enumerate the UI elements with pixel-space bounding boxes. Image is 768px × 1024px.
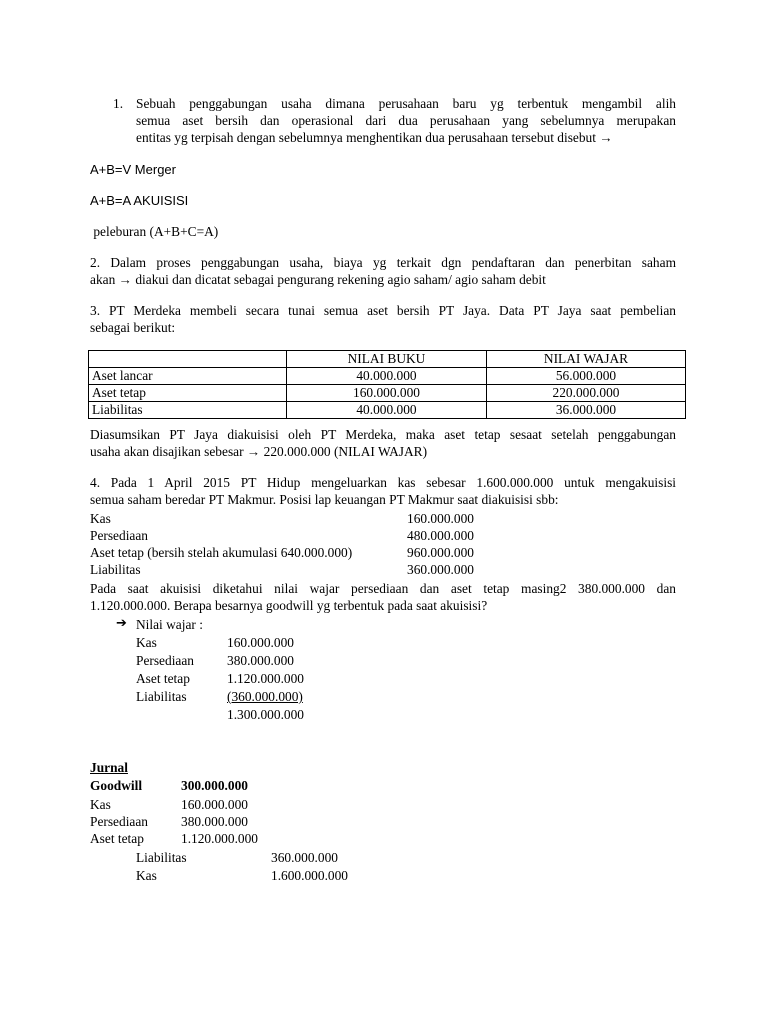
q1-line-3: entitas yg terpisah dengan sebelumnya menghentikan dua perusahaan tersebut disebut → [136, 130, 613, 145]
jurnal-debit-label: Kas [90, 797, 111, 812]
fair-value-amount: 160.000.000 [227, 635, 294, 650]
jurnal-debit-value: 160.000.000 [181, 797, 248, 812]
table-cell: Liabilitas [89, 402, 287, 419]
fair-value-amount: (360.000.000) [227, 689, 303, 704]
position-value: 360.000.000 [407, 562, 474, 577]
q3-after-line-1: Diasumsikan PT Jaya diakuisisi oleh PT Merdeka, maka aset tetap sesaat setelah penggabungan [90, 427, 676, 442]
position-value: 960.000.000 [407, 545, 474, 560]
jurnal-title: Jurnal [90, 760, 128, 775]
q1-number: 1. [113, 96, 124, 111]
jurnal-debit-value: 380.000.000 [181, 814, 248, 829]
q2-line-1: 2. Dalam proses penggabungan usaha, biaya yg terkait dgn pendaftaran dan penerbitan saham [90, 255, 676, 270]
table-header-cell: NILAI WAJAR [487, 351, 686, 368]
q1-merger: A+B=V Merger [90, 162, 176, 177]
table-cell: 36.000.000 [487, 402, 686, 419]
table-cell: Aset lancar [89, 368, 287, 385]
q4-line-1: 4. Pada 1 April 2015 PT Hidup mengeluarkan kas sebesar 1.600.000.000 untuk mengakuisisi [90, 475, 676, 490]
jurnal-credit-label: Kas [136, 868, 157, 883]
jurnal-debit-label: Persediaan [90, 814, 149, 829]
table-row [89, 385, 686, 402]
position-label: Kas [90, 511, 111, 526]
position-label: Aset tetap (bersih stelah akumulasi 640.000.000) [90, 545, 353, 560]
jurnal-debit-value: 1.120.000.000 [181, 831, 258, 846]
fair-value-total: 1.300.000.000 [227, 707, 304, 722]
q4-question-line-1: Pada saat akuisisi diketahui nilai wajar persediaan dan aset tetap masing2 380.000.000 dan [90, 581, 676, 596]
fair-value-amount: 1.120.000.000 [227, 671, 304, 686]
jurnal-credit-value: 360.000.000 [271, 850, 338, 865]
q4-question-line-2: 1.120.000.000. Berapa besarnya goodwill yg terbentuk pada saat akuisisi? [90, 598, 488, 613]
goodwill-label: Goodwill [90, 778, 143, 793]
jurnal-debit-label: Aset tetap [90, 831, 144, 846]
fair-value-amount: 380.000.000 [227, 653, 294, 668]
fair-value-label: Kas [136, 635, 157, 650]
table-header-cell [89, 351, 287, 368]
q2-line-2: akan → diakui dan dicatat sebagai pengurang rekening agio saham/ agio saham debit [90, 272, 546, 287]
arrow-icon: ➔ [116, 616, 127, 631]
q1-line-2: semua aset bersih dan operasional dari dua perusahaan yang sebelumnya merupakan [136, 113, 676, 128]
q4-line-2: semua saham beredar PT Makmur. Posisi lap keuangan PT Makmur saat diakuisisi sbb: [90, 492, 559, 507]
fair-value-title: Nilai wajar : [136, 617, 203, 632]
jurnal-credit-value: 1.600.000.000 [271, 868, 348, 883]
table-header-cell: NILAI BUKU [287, 351, 487, 368]
q3-line-2: sebagai berikut: [90, 320, 176, 335]
table-cell: Aset tetap [89, 385, 287, 402]
table-cell: 56.000.000 [487, 368, 686, 385]
fair-value-label: Persediaan [136, 653, 195, 668]
table-cell: 160.000.000 [287, 385, 487, 402]
fair-value-label: Aset tetap [136, 671, 190, 686]
table-cell: 40.000.000 [287, 368, 487, 385]
position-label: Liabilitas [90, 562, 141, 577]
table-header-row [89, 351, 686, 368]
table-cell: 220.000.000 [487, 385, 686, 402]
goodwill-value: 300.000.000 [181, 778, 248, 793]
q3-line-1: 3. PT Merdeka membeli secara tunai semua aset bersih PT Jaya. Data PT Jaya saat pembelian [90, 303, 676, 318]
position-value: 160.000.000 [407, 511, 474, 526]
position-value: 480.000.000 [407, 528, 474, 543]
table-cell: 40.000.000 [287, 402, 487, 419]
position-label: Persediaan [90, 528, 149, 543]
q3-table [88, 350, 686, 419]
q1-peleburan: peleburan (A+B+C=A) [90, 224, 219, 239]
q1-line-1: Sebuah penggabungan usaha dimana perusahaan baru yg terbentuk mengambil alih [136, 96, 676, 111]
jurnal-credit-label: Liabilitas [136, 850, 187, 865]
fair-value-label: Liabilitas [136, 689, 187, 704]
table-row [89, 402, 686, 419]
table-row [89, 368, 686, 385]
q3-after-line-2: usaha akan disajikan sebesar → 220.000.000 (NILAI WAJAR) [90, 444, 428, 459]
q1-akuisisi: A+B=A AKUISISI [90, 193, 189, 208]
